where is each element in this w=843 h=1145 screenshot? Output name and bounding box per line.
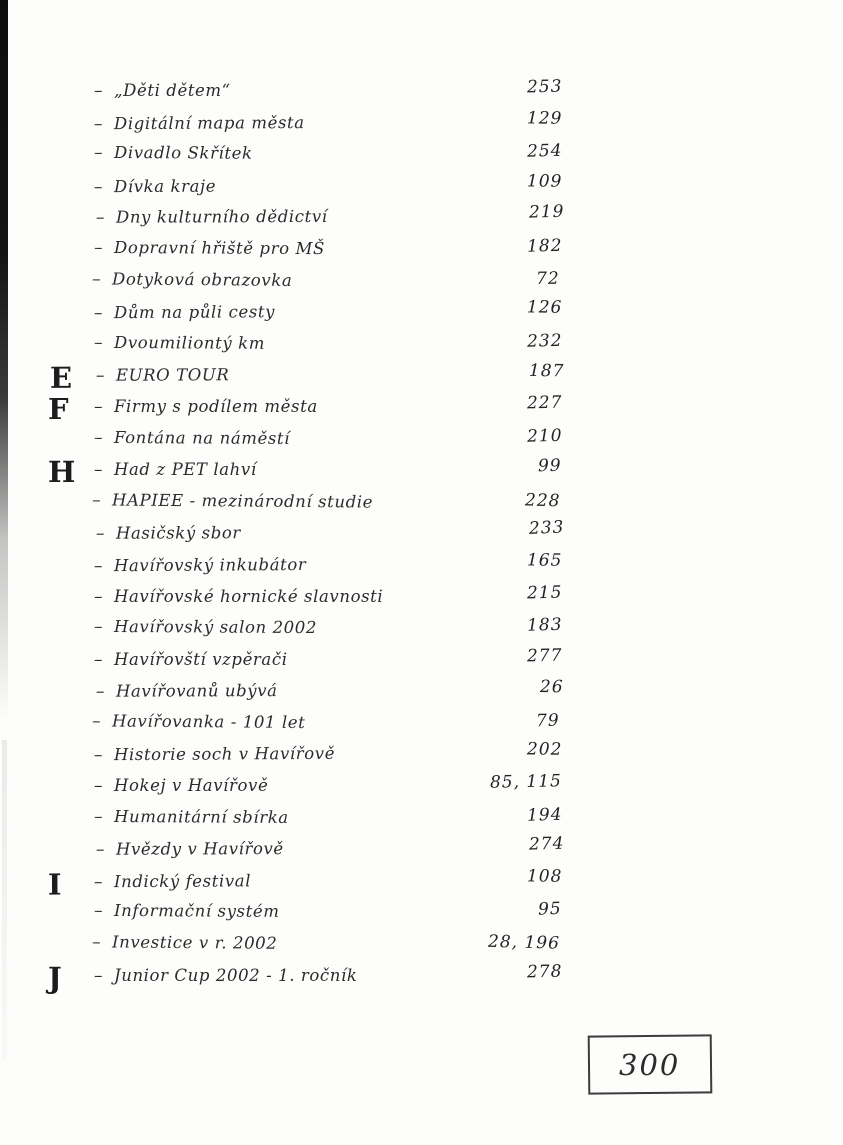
entry-title: Havířovský salon 2002 <box>113 617 318 638</box>
entry-pages: 85, 115 <box>489 771 563 793</box>
entry-pages: 165 <box>526 550 563 571</box>
entry-pages: 182 <box>526 235 563 257</box>
page-number-stamp: 300 <box>619 1047 681 1082</box>
entry-dash: – <box>93 332 103 353</box>
entry-dash: – <box>93 556 103 577</box>
index-row <box>48 900 562 934</box>
entry-title: Firmy s podílem města <box>114 396 318 416</box>
index-row <box>46 710 560 746</box>
entry-pages: 26 <box>540 677 565 698</box>
index-row <box>50 363 564 396</box>
entry-title: Havířovští vzpěrači <box>114 649 288 669</box>
entry-dash: – <box>93 616 103 638</box>
entry-dash: – <box>93 113 103 134</box>
entry-dash: – <box>93 872 103 893</box>
entry-dash: – <box>93 303 103 324</box>
section-letter: F <box>48 391 70 426</box>
index-row <box>48 960 563 997</box>
index-row <box>50 679 564 712</box>
section-letter: I <box>47 867 63 902</box>
entry-dash: – <box>94 396 103 417</box>
entry-title: Historie soch v Havířově <box>113 744 336 765</box>
entry-title: „Děti dětem“ <box>114 81 231 100</box>
entry-title: Havířovské hornické slavnosti <box>114 586 384 606</box>
entry-dash: – <box>94 965 103 986</box>
index-row <box>48 739 563 777</box>
entry-pages: 109 <box>526 171 563 192</box>
entry-title: Digitální mapa města <box>113 112 305 133</box>
entry-pages: 72 <box>536 268 561 289</box>
entry-title: HAPIEE - mezinárodní studie <box>111 490 374 512</box>
entry-dash: – <box>91 490 101 511</box>
entry-dash: – <box>93 143 103 164</box>
entry-pages: 126 <box>526 297 563 318</box>
entry-title: Dvoumiliontý km <box>113 332 266 353</box>
index-row <box>48 237 562 271</box>
entry-pages: 228 <box>524 490 561 512</box>
entry-pages: 274 <box>528 833 565 855</box>
entry-title: Indický festival <box>113 871 252 892</box>
entry-title: Dny kulturního dědictví <box>115 207 328 228</box>
entry-title: Hasičský sbor <box>115 523 241 543</box>
entry-dash: – <box>91 932 101 953</box>
index-row <box>48 645 563 681</box>
index-row <box>48 173 562 208</box>
section-letter: H <box>48 455 77 490</box>
entry-pages: 129 <box>526 107 563 129</box>
scan-edge-artifact <box>0 0 8 720</box>
index-row <box>48 76 563 112</box>
entry-dash: – <box>95 524 105 545</box>
entry-dash: – <box>93 427 103 448</box>
index-row <box>48 297 563 335</box>
entry-title: Investice v r. 2002 <box>111 932 278 953</box>
entry-dash: – <box>95 208 105 229</box>
index-row <box>48 771 563 807</box>
index-row <box>48 552 562 587</box>
entry-title: Had z PET lahví <box>114 460 257 480</box>
index-row <box>48 426 562 460</box>
index-row <box>48 391 563 428</box>
index-row <box>46 268 560 304</box>
entry-dash: – <box>94 81 103 101</box>
entry-pages: 79 <box>536 710 561 732</box>
entry-title: Informační systém <box>113 901 280 922</box>
entry-pages: 253 <box>526 76 563 98</box>
entry-dash: – <box>91 268 101 289</box>
entry-pages: 219 <box>528 202 565 223</box>
entry-pages: 277 <box>526 645 563 667</box>
entry-dash: – <box>94 460 103 481</box>
index-row <box>48 331 562 365</box>
index-row <box>48 142 562 176</box>
index-row <box>46 489 560 525</box>
entry-pages: 210 <box>526 425 563 447</box>
page-number-stamp-box <box>588 1034 713 1094</box>
index-row <box>50 202 565 238</box>
index-row <box>46 931 560 967</box>
scan-smudge-artifact <box>2 740 7 1060</box>
index-list <box>47 76 565 996</box>
entry-dash: – <box>91 711 101 732</box>
entry-dash: – <box>95 366 105 387</box>
entry-title: Dotyková obrazovka <box>111 269 293 290</box>
entry-title: Havířovský inkubátor <box>113 554 307 576</box>
entry-dash: – <box>95 839 105 860</box>
section-letter: J <box>48 960 63 995</box>
entry-pages: 233 <box>528 517 565 540</box>
index-row <box>48 582 563 618</box>
entry-dash: – <box>93 237 103 258</box>
entry-title: Dopravní hřiště pro MŠ <box>113 237 325 259</box>
entry-pages: 187 <box>528 361 565 382</box>
entry-pages: 28, 196 <box>487 931 561 954</box>
index-row <box>48 107 563 145</box>
index-row <box>48 455 563 491</box>
entry-title: Hokej v Havířově <box>114 776 269 796</box>
entry-title: Dívka kraje <box>113 176 217 196</box>
entry-dash: – <box>95 681 105 703</box>
entry-dash: – <box>93 806 103 827</box>
entry-dash: – <box>94 649 103 670</box>
entry-dash: – <box>93 177 103 198</box>
entry-pages: 108 <box>526 866 563 887</box>
entry-title: Junior Cup 2002 - 1. ročník <box>114 965 358 985</box>
entry-pages: 183 <box>526 614 563 636</box>
index-row <box>48 805 562 839</box>
entry-pages: 202 <box>526 739 563 761</box>
entry-dash: – <box>94 776 103 797</box>
index-row <box>50 517 565 554</box>
entry-pages: 254 <box>526 140 563 162</box>
index-row <box>48 616 562 650</box>
entry-dash: – <box>94 586 103 607</box>
entry-title: Havířovanů ubývá <box>115 681 278 701</box>
entry-title: Dům na půli cesty <box>113 302 276 323</box>
entry-title: Divadlo Skřítek <box>113 143 253 163</box>
entry-pages: 232 <box>526 330 563 352</box>
index-row <box>48 868 562 903</box>
entry-title: Hvězdy v Havířově <box>115 839 284 859</box>
entry-pages: 215 <box>526 582 563 603</box>
entry-pages: 227 <box>526 392 563 414</box>
entry-pages: 194 <box>526 804 563 826</box>
entry-pages: 278 <box>526 961 563 982</box>
entry-title: EURO TOUR <box>115 365 230 386</box>
entry-pages: 95 <box>538 899 563 921</box>
index-row <box>50 833 565 870</box>
section-letter: E <box>49 361 74 396</box>
entry-title: Fontána na náměstí <box>113 427 291 448</box>
entry-pages: 99 <box>538 455 563 477</box>
entry-title: Humanitární sbírka <box>113 806 289 827</box>
entry-title: Havířovanka - 101 let <box>111 711 306 732</box>
entry-dash: – <box>93 901 103 922</box>
entry-dash: – <box>93 745 103 766</box>
